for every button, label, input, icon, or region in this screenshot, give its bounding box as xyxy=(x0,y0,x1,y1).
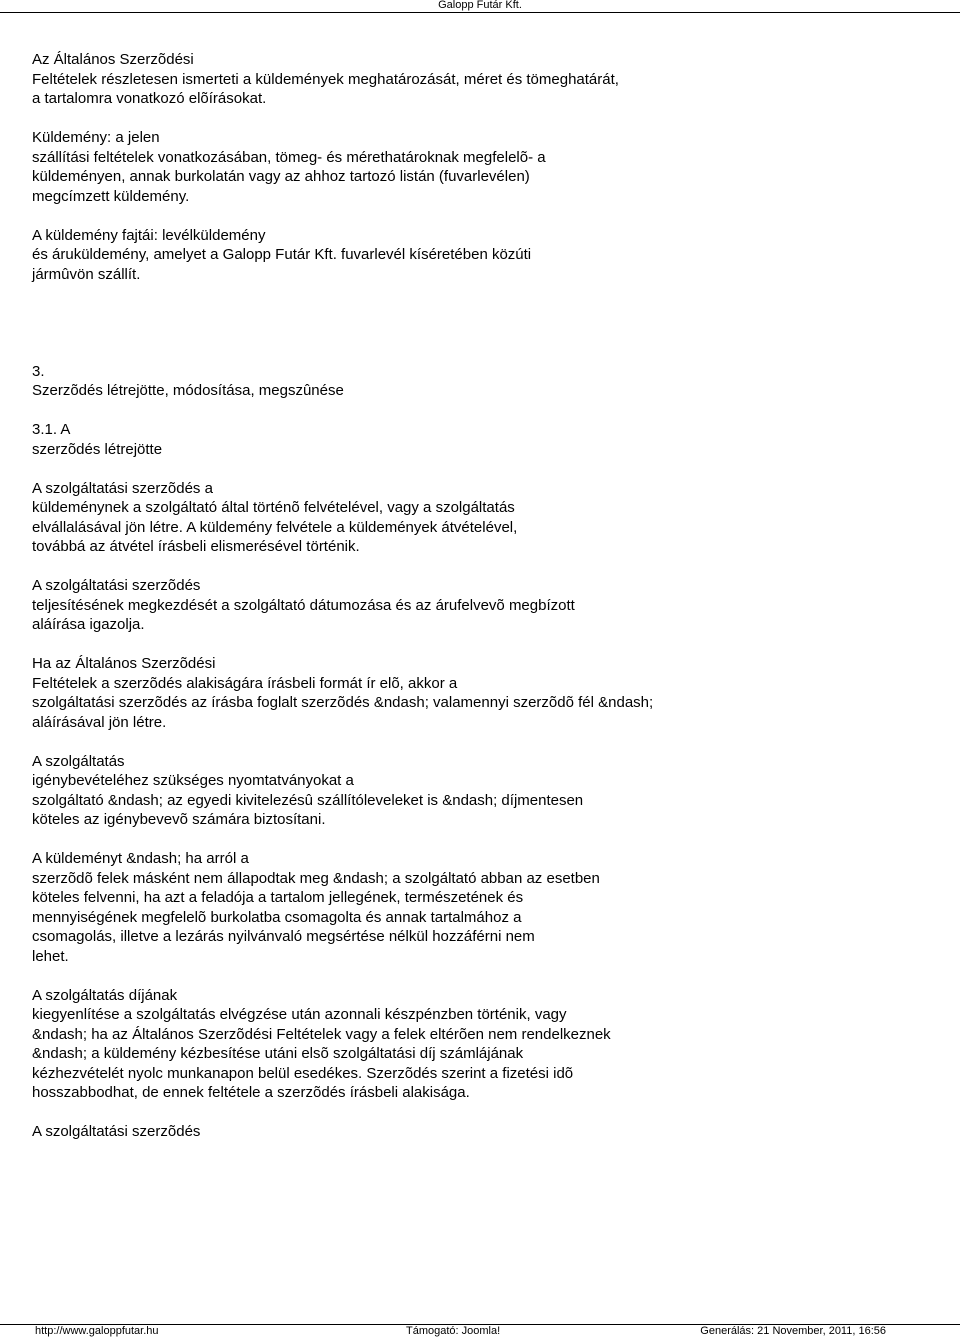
paragraph xyxy=(32,50,932,109)
paragraph-line: köteles felvenni, ha azt a feladója a tartalom jellegének, természetének és xyxy=(32,889,524,906)
paragraph-line: A küldemény fajtái: levélküldemény xyxy=(32,226,266,244)
paragraph-line: Feltételek részletesen ismerteti a küldemények meghatározását, méret és tömeghatárát, xyxy=(32,70,619,88)
paragraph-line: &ndash; a küldemény kézbesítése utáni elsõ szolgáltatási díj számlájának xyxy=(32,1045,524,1062)
paragraph-line: hosszabbodhat, de ennek feltétele a szerzõdés írásbeli alakisága. xyxy=(32,1084,470,1101)
subsection-title: szerzõdés létrejötte xyxy=(32,440,163,458)
paragraph-line: A szolgáltatási szerzõdés xyxy=(32,577,201,594)
header-title: Galopp Futár Kft. xyxy=(438,0,522,11)
intro-paragraphs xyxy=(32,50,932,284)
spacer xyxy=(32,304,932,362)
header-divider xyxy=(0,12,960,13)
paragraph-line: teljesítésének megkezdését a szolgáltató dátumozása és az árufelvevõ megbízott xyxy=(32,596,575,614)
paragraph xyxy=(32,479,932,557)
page-header xyxy=(0,0,960,12)
paragraph-line: szolgáltató &ndash; az egyedi kivitelezésû szállítóleveleket is &ndash; díjmentesen xyxy=(32,791,584,809)
section-heading xyxy=(32,362,932,401)
paragraph-line: aláírása igazolja. xyxy=(32,616,145,633)
paragraph-line: szolgáltatási szerzõdés az írásba foglalt szerzõdés &ndash; valamennyi szerzõdõ fél &ndash; xyxy=(32,694,654,711)
section-paragraphs xyxy=(32,479,932,1142)
paragraph-line: elvállalásával jön létre. A küldemény felvétele a küldemények átvételével, xyxy=(32,518,518,536)
paragraph-line: köteles az igénybevevõ számára biztosítani. xyxy=(32,811,326,828)
paragraph-line: A szolgáltatás díjának xyxy=(32,986,178,1004)
paragraph-line: Feltételek a szerzõdés alakiságára írásbeli formát ír elõ, akkor a xyxy=(32,674,458,692)
paragraph-line: továbbá az átvétel írásbeli elismerésével történik. xyxy=(32,538,360,555)
subsection-number: 3.1. A xyxy=(32,421,71,438)
paragraph-line: mennyiségének megfelelõ burkolatba csomagolta és annak tartalmához a xyxy=(32,908,522,926)
paragraph-line: A szolgáltatási szerzõdés xyxy=(32,1123,201,1140)
paragraph-line: kézhezvételét nyolc munkanapon belül esedékes. Szerzõdés szerint a fizetési idõ xyxy=(32,1064,574,1082)
paragraph xyxy=(32,226,932,285)
paragraph xyxy=(32,576,932,635)
footer-sponsor: Támogató: Joomla! xyxy=(406,1325,501,1337)
paragraph-line: küldeménynek a szolgáltató által történõ felvételével, vagy a szolgáltatás xyxy=(32,499,515,516)
page-footer xyxy=(0,1326,960,1338)
paragraph xyxy=(32,654,932,732)
document-body xyxy=(32,50,932,1161)
footer-generated: Generálás: 21 November, 2011, 16:56 xyxy=(700,1325,886,1337)
paragraph-line: A szolgáltatási szerzõdés a xyxy=(32,479,213,497)
paragraph xyxy=(32,849,932,966)
paragraph-line: Ha az Általános Szerzõdési xyxy=(32,655,216,672)
paragraph-line: jármûvön szállít. xyxy=(32,265,141,283)
paragraph-line: igénybevételéhez szükséges nyomtatványokat a xyxy=(32,772,354,789)
paragraph-line: a tartalomra vonatkozó elõírásokat. xyxy=(32,90,267,107)
paragraph-line: Küldemény: a jelen xyxy=(32,129,160,146)
paragraph-line: megcímzett küldemény. xyxy=(32,187,190,205)
paragraph-line: és áruküldemény, amelyet a Galopp Futár Kft. fuvarlevél kíséretében közúti xyxy=(32,246,532,263)
subsection-heading xyxy=(32,420,932,459)
paragraph-line: &ndash; ha az Általános Szerzõdési Feltételek vagy a felek eltérõen nem rendelkeznek xyxy=(32,1025,611,1043)
paragraph-line: szállítási feltételek vonatkozásában, tömeg- és mérethatároknak megfelelõ- a xyxy=(32,148,546,166)
paragraph xyxy=(32,1122,932,1142)
footer-url-link[interactable]: http://www.galoppfutar.hu xyxy=(35,1325,159,1337)
paragraph-line: Az Általános Szerzõdési xyxy=(32,51,194,68)
paragraph xyxy=(32,752,932,830)
paragraph-line: csomagolás, illetve a lezárás nyilvánvaló megsértése nélkül hozzáférni nem xyxy=(32,928,535,945)
paragraph-line: aláírásával jön létre. xyxy=(32,713,167,731)
paragraph-line: A küldeményt &ndash; ha arról a xyxy=(32,850,249,867)
section-title: Szerzõdés létrejötte, módosítása, megszûnése xyxy=(32,382,344,399)
paragraph-line: A szolgáltatás xyxy=(32,752,125,770)
paragraph-line: szerzõdõ felek másként nem állapodtak meg &ndash; a szolgáltató abban az esetben xyxy=(32,869,600,887)
paragraph xyxy=(32,128,932,206)
section-number: 3. xyxy=(32,362,45,380)
paragraph xyxy=(32,986,932,1103)
paragraph-line: küldeményen, annak burkolatán vagy az ahhoz tartozó listán (fuvarlevélen) xyxy=(32,168,530,185)
paragraph-line: kiegyenlítése a szolgáltatás elvégzése után azonnali készpénzben történik, vagy xyxy=(32,1006,567,1023)
paragraph-line: lehet. xyxy=(32,947,69,965)
